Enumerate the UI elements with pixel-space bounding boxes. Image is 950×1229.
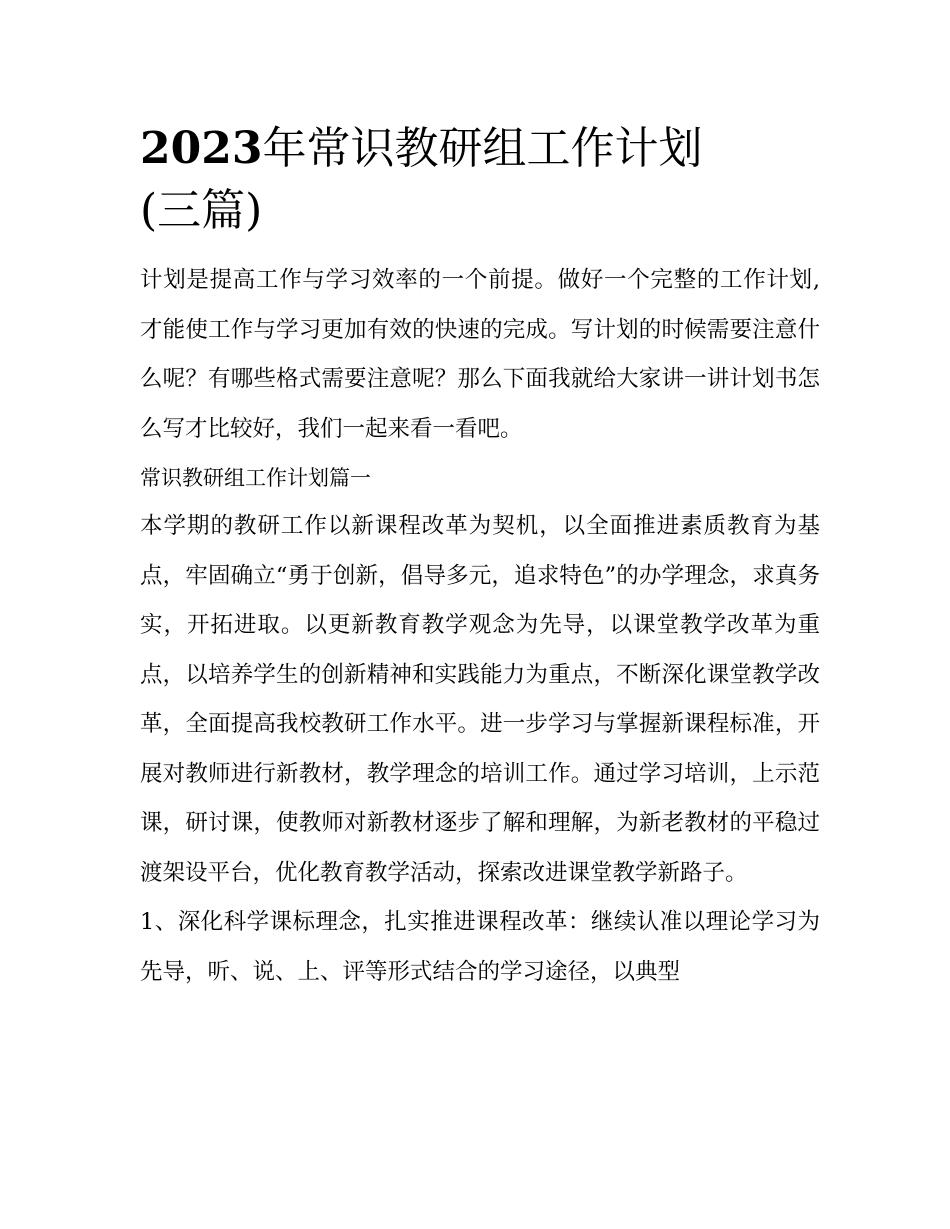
section-heading: 常识教研组工作计划篇一 (140, 466, 371, 490)
title-year: 2023 (140, 123, 263, 174)
title-subtitle: (三篇) (140, 185, 263, 236)
list-item-1: 1、深化科学课标理念，扎实推进课程改革：继续认准以理论学习为先导，听、说、上、评等形式结合的学习途径，以典型 (140, 909, 820, 985)
document-body (140, 256, 820, 997)
document-title (140, 118, 820, 242)
section-paragraph: 本学期的教研工作以新课程改革为契机，以全面推进素质教育为基点，牢固确立“勇于创新，倡导多元，追求特色”的办学理念，求真务实，开拓进取。以更新教育教学观念为先导，以课堂教学改革为重点，以培养学生的创新精神和实践能力为重点，不断深化课堂教学改革，全面提高我校教研工作水平。进一步学习与掌握新课程标准，开展对教师进行新教材，教学理念的培训工作。通过学习培训，上示范课，研讨课，使教师对新教材逐步了解和理解，为新老教材的平稳过渡架设平台，优化教育教学活动，探索改进课堂教学新路子。 (140, 513, 820, 886)
intro-paragraph: 计划是提高工作与学习效率的一个前提。做好一个完整的工作计划,才能使工作与学习更加有效的快速的完成。写计划的时候需要注意什么呢？有哪些格式需要注意呢？那么下面我就给大家讲一讲计划书怎么写才比较好，我们一起来看一看吧。 (140, 267, 820, 442)
document-page (140, 118, 820, 997)
title-text: 年常识教研组工作计划 (262, 123, 703, 174)
